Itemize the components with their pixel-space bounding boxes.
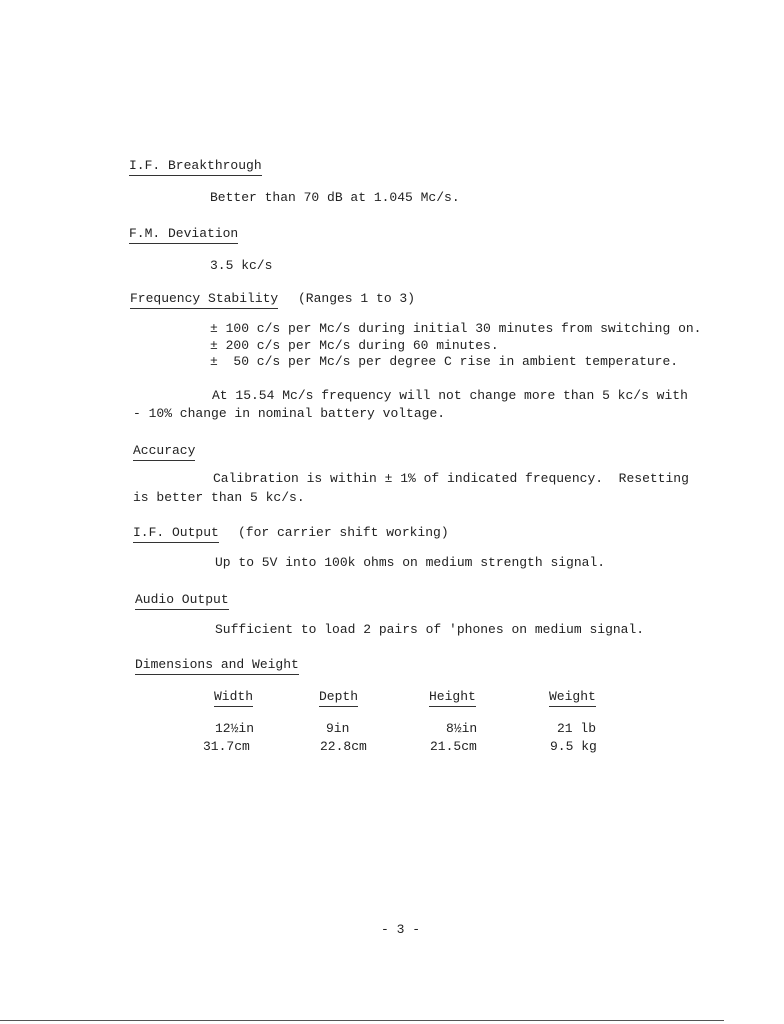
table-cell: 9.5 kg: [550, 739, 597, 754]
table-cell: 21.5cm: [430, 739, 477, 754]
stability-item: ± 200 c/s per Mc/s during 60 minutes.: [210, 338, 499, 353]
if-output-text: Up to 5V into 100k ohms on medium strength signal.: [215, 555, 606, 570]
audio-output-text: Sufficient to load 2 pairs of 'phones on medium signal.: [215, 622, 645, 637]
heading-if-output: I.F. Output: [133, 525, 219, 543]
table-cell: 9in: [326, 721, 350, 736]
column-header: Height: [429, 689, 476, 707]
table-cell: 31.7cm: [203, 739, 250, 754]
bottom-rule: [0, 1020, 724, 1021]
column-header: Depth: [319, 689, 358, 707]
column-header: Weight: [549, 689, 596, 707]
stability-paragraph: At 15.54 Mc/s frequency will not change more than 5 kc/s with: [212, 388, 688, 403]
stability-item: ± 100 c/s per Mc/s during initial 30 minutes from switching on.: [210, 321, 702, 336]
table-cell: 21 lb: [557, 721, 597, 736]
heading-accuracy: Accuracy: [133, 443, 195, 461]
stability-item: ± 50 c/s per Mc/s per degree C rise in ambient temperature.: [210, 354, 679, 369]
stability-paragraph: - 10% change in nominal battery voltage.: [133, 406, 446, 421]
fm-deviation-text: 3.5 kc/s: [210, 258, 273, 273]
column-header: Width: [214, 689, 253, 707]
frequency-stability-note: (Ranges 1 to 3): [298, 291, 416, 306]
accuracy-text: is better than 5 kc/s.: [133, 490, 305, 505]
table-cell: 8½in: [446, 721, 478, 736]
if-breakthrough-text: Better than 70 dB at 1.045 Mc/s.: [210, 190, 460, 205]
heading-frequency-stability: Frequency Stability: [130, 291, 278, 309]
table-cell: 22.8cm: [320, 739, 367, 754]
page-number: - 3 -: [381, 922, 421, 937]
accuracy-text: Calibration is within ± 1% of indicated frequency. Resetting: [213, 471, 689, 486]
heading-dimensions: Dimensions and Weight: [135, 657, 299, 675]
heading-audio-output: Audio Output: [135, 592, 229, 610]
heading-if-breakthrough: I.F. Breakthrough: [129, 158, 262, 176]
table-cell: 12½in: [215, 721, 255, 736]
if-output-note: (for carrier shift working): [238, 525, 449, 540]
heading-fm-deviation: F.M. Deviation: [129, 226, 238, 244]
